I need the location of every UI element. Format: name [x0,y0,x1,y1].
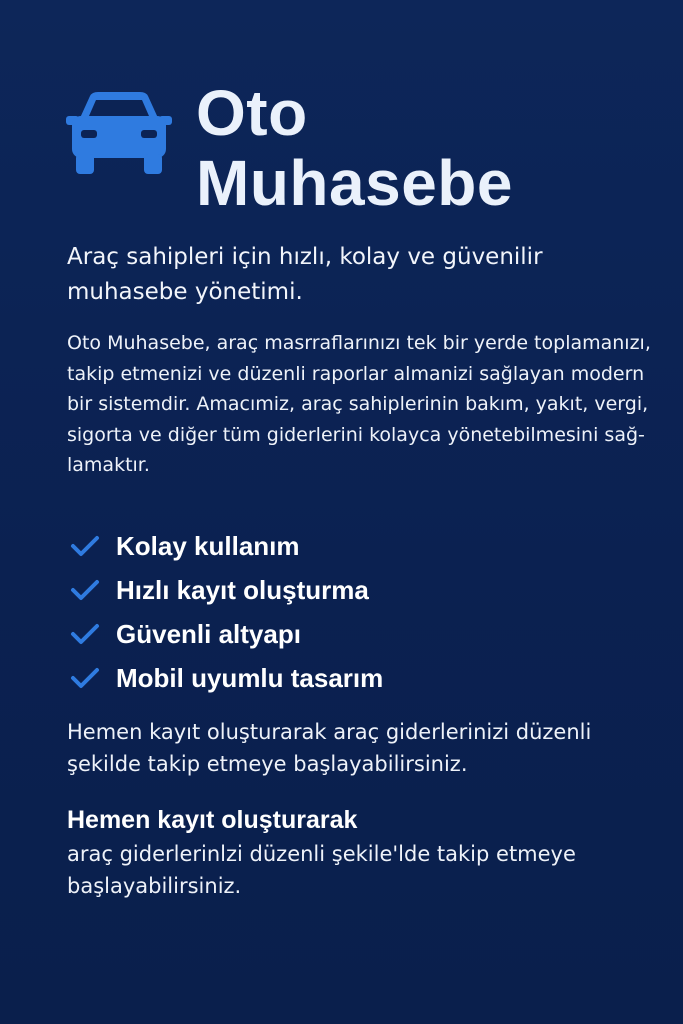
list-item [70,568,630,612]
list-item [70,656,630,700]
feature-label: Mobil uyumlu tasarım [116,662,384,693]
app-title-line-1: Oto [196,77,308,149]
description: Oto Muhasebe, araç masrraflarınızı tek bir yerde toplamanızı, takip etmenizi ve düzenli raporlar almanizi sağlayan modern bir sistemdir. Amacımiz, araç sahiplerinin bakım, yakıt, vergi, sigorta ve diğer tüm giderlerini kolayca yönetebilmesini sağ-lamaktır. [67,332,651,476]
list-item [70,524,630,568]
feature-label: Kolay kullanım [116,530,300,561]
check-icon [70,666,100,690]
check-icon [70,534,100,558]
app-title-line-2: Muhasebe [196,147,513,219]
cta-body: araç giderlerinlzi düzenli şekile'lde takip etmeye başlayabilirsiniz. [67,842,576,898]
tagline: Araç sahipleri için hızlı, kolay ve güvenilir muhasebe yönetimi. [67,244,543,305]
app-title [196,78,513,218]
check-icon [70,622,100,646]
cta-heading: Hemen kayıt oluşturarak [67,806,358,834]
feature-list [70,524,630,700]
list-item [70,612,630,656]
cta-text: Hemen kayıt oluşturarak araç giderlerinizi düzenli şekilde takip etmeye başlayabilirsiniz. [67,720,592,776]
car-icon [66,92,172,176]
feature-label: Hızlı kayıt oluşturma [116,574,369,605]
brand-header [66,78,646,218]
check-icon [70,578,100,602]
feature-label: Güvenli altyapı [116,618,301,649]
